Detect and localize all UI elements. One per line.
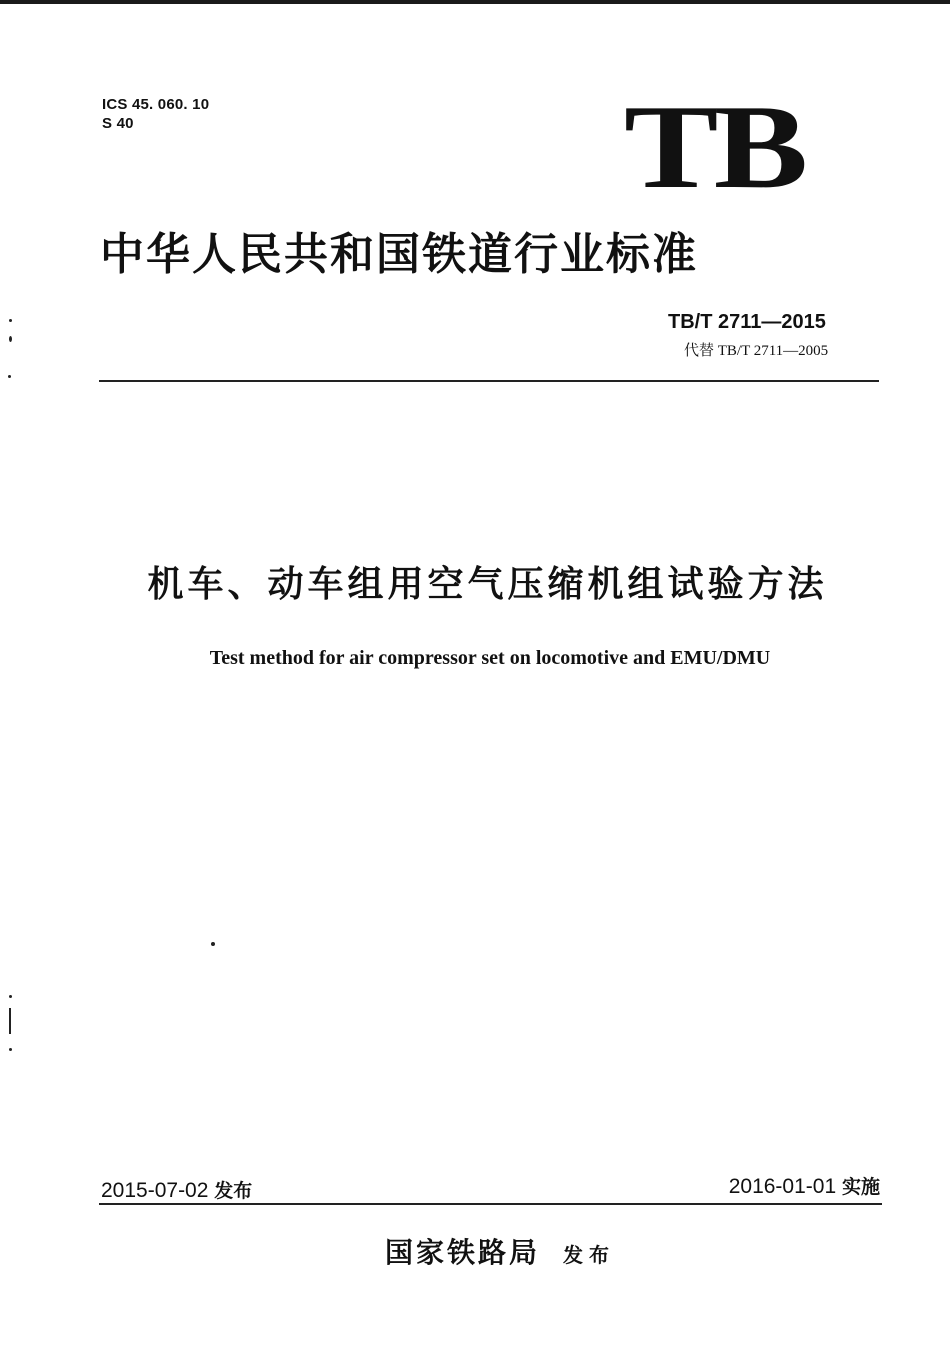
standard-category-title: 中华人民共和国铁道行业标准 [100,229,698,280]
publish-date-row [101,1178,252,1204]
document-title-chinese: 机车、动车组用空气压缩机组试验方法 [147,564,828,605]
issuer-line [0,1231,950,1271]
footer-divider [99,1203,882,1205]
document-title-english: Test method for air compressor set on locomotive and EMU/DMU [209,647,771,669]
scan-mark [9,1008,11,1034]
effective-date-row [729,1174,880,1200]
scan-speck [9,319,12,322]
effective-date: 2016-01-01 [728,1175,837,1198]
replaced-standard-number: TB/T 2711—2005 [717,343,829,359]
issuer-name: 国家铁路局 [384,1236,540,1269]
ics-code: ICS 45. 060. 10 [102,96,210,113]
scan-speck [9,336,12,342]
publish-label: 发布 [214,1180,253,1202]
standard-number: TB/T 2711—2015 [668,311,826,333]
issuer-action: 发布 [563,1243,616,1267]
replaces-prefix: 代替 [684,341,715,359]
tb-logo: TB [624,80,804,213]
publish-date: 2015-07-02 [101,1179,209,1202]
scan-speck [8,375,11,378]
scan-speck [211,942,215,946]
replaces-line [684,340,828,361]
classification-block [102,95,209,133]
effective-label: 实施 [841,1176,880,1198]
scan-top-edge [0,0,950,4]
scan-speck [9,1048,12,1051]
scan-speck [9,995,12,998]
ccs-code: S 40 [102,115,134,132]
header-divider [99,380,879,382]
